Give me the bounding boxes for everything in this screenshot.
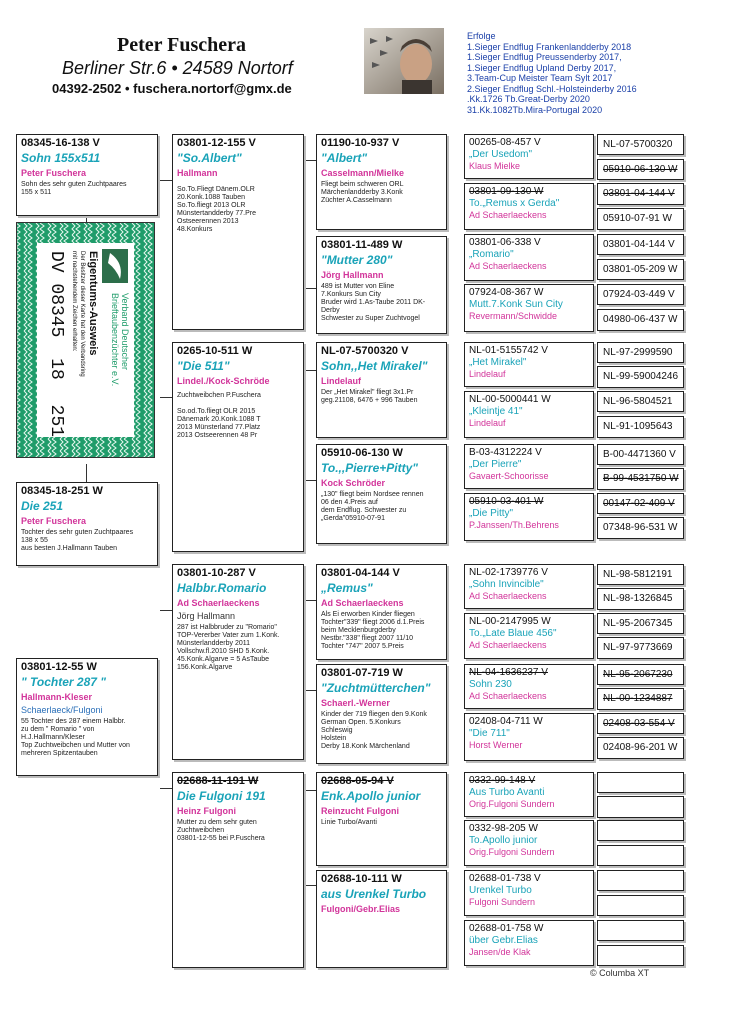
card-text: mit nachstehendem Zeichen erhalten: [71,251,77,352]
pedigree-small-card[interactable] [464,664,594,709]
ring-number: 03801-04-144 V [321,567,400,579]
pedigree-small-card[interactable] [464,342,594,387]
ancestor-ring[interactable]: NL-96-5804521 [597,391,684,412]
ring-number: 03801-06-338 V [469,237,541,248]
breeder-name: Orig.Fulgoni Sundern [469,799,555,809]
breeder-name: Schaerl.-Werner [321,698,390,708]
ring-number: 05910-06-130 W [321,447,403,459]
ancestor-ring-empty[interactable] [597,820,684,841]
card-text: Der Besitzer dieser Karte hat den Verbandsring [79,251,85,377]
ancestor-ring[interactable]: 05910-07-91 W [597,208,684,230]
ring-number: 00265-08-457 V [469,137,541,148]
pigeon-name: "Zuchtmütterchen" [321,681,431,695]
ancestor-ring[interactable]: 05910-06-130 W [597,159,684,180]
owner-name: Peter Fuschera [117,34,247,56]
ring-number: 03801-09-130 W [469,186,544,197]
pigeon-name: Die 251 [21,499,64,513]
pigeon-name: To.Apollo junior [469,835,538,846]
ancestor-ring[interactable]: NL-98-5812191 [597,564,684,585]
pigeon-description [317,914,446,917]
pedigree-card[interactable] [316,564,447,660]
ring-number: NL-07-5700320 V [321,345,409,357]
achievement-item: .Kk.1726 Tb.Great-Derby 2020 [467,94,590,104]
breeder-name: Lindelauf [321,376,361,386]
ancestor-ring[interactable]: NL-95-2067345 [597,613,684,634]
pigeon-description: 489 ist Mutter von Eline 7.Konkurs Sun City Bruder wird 1.As-Taube 2011 DK- Derby Schwester zu Super Zuchtvogel [321,283,426,322]
ancestor-ring[interactable]: NL-97-2999590 [597,342,684,363]
pigeon-name: Sohn 155x511 [21,151,101,165]
breeder-name: Jörg Hallmann [321,270,384,280]
ring-number: NL-04-1636237 V [469,667,548,678]
achievements-title: Erfolge [467,31,496,41]
pedigree-card[interactable] [172,342,304,552]
pigeon-description: 55 Tochter des 287 einem Halbbr. zu dem " Romario " von H.J.Hallmann/Kleser Top Zuchtweibchen und Mutter von mehreren Spitzentauben [21,718,130,757]
ancestor-ring[interactable]: 00147-02-409 V [597,493,684,514]
ancestor-ring[interactable]: NL-91-1095643 [597,416,684,438]
card-ring [46,251,66,437]
breeder-name: Ad Schaerlaeckens [469,691,547,701]
ancestor-ring-empty[interactable] [597,845,684,866]
breeder-name: Klaus Mielke [469,161,521,171]
pigeon-name: To.,,Pierre+Pitty" [321,461,418,475]
pedigree-card-father[interactable] [16,134,158,216]
pedigree-small-card[interactable] [464,234,594,281]
pedigree-card[interactable] [172,564,304,760]
pedigree-card[interactable] [316,664,447,764]
pedigree-small-card[interactable] [464,134,594,179]
ancestor-ring-empty[interactable] [597,920,684,941]
copyright: © Columba XT [590,968,650,978]
ancestor-ring-empty[interactable] [597,895,684,916]
card-pattern [17,223,154,457]
ancestor-ring[interactable]: 03801-04-144 V [597,183,684,205]
breeder-name: Hallmann-Kleser [21,692,93,702]
connector-line [304,600,316,601]
pedigree-card[interactable] [172,772,304,968]
achievement-item: 31.Kk.1082Tb.Mira-Portugal 2020 [467,104,603,115]
card-org-line2: Brieftaubenzüchter e.V. [110,293,120,387]
ring-number: 08345-16-138 V [21,137,100,149]
pigeon-name: "Die 511" [177,359,230,373]
breeder-name: Gavaert-Schoorisse [469,471,549,481]
pigeon-description: 287 ist Halbbruder zu "Romario" TOP-Vererber Vater zum 1.Konk. Münsterlandderby 2011 Vollschw.fl.2010 SHD 5.Konk. 45.Konk.Algarve = 5 AsTaube 156.Konk.Algarve [177,624,280,671]
pedigree-small-card[interactable] [464,564,594,609]
connector-line [160,788,172,789]
ancestor-ring[interactable]: NL-99-59004246 [597,366,684,388]
pigeon-name: „Sohn Invincible" [469,579,544,590]
card-ring-year: 18 [46,358,66,380]
pigeon-name: aus Urenkel Turbo [321,887,427,901]
pedigree-small-card[interactable] [464,613,594,659]
breeder-name: Lindelauf [469,369,506,379]
pedigree-card-mother[interactable] [16,658,158,776]
ring-number: 03801-11-489 W [321,239,403,251]
breeder-name: Ad Schaerlaeckens [469,640,547,650]
ancestor-ring[interactable]: 02408-96-201 W [597,737,684,759]
ring-number: 0332-99-148 V [469,775,536,786]
pedigree-card[interactable] [316,134,447,230]
connector-line [304,370,316,371]
pigeon-name: „Romario" [469,249,514,260]
breeder-name: Ad Schaerlaeckens [469,210,547,220]
pigeon-name: "So.Albert" [177,151,242,165]
achievements-block [467,31,637,115]
pigeon-name: Mutt.7.Konk Sun City [469,299,563,310]
ancestor-ring-empty[interactable] [597,945,684,966]
breeder-name: Fulgoni Sundern [469,897,536,907]
ring-number: 0332-98-205 W [469,823,538,834]
pedigree-card[interactable] [316,236,447,334]
pigeon-name: To.„Late Blaue 456" [469,628,557,639]
pedigree-small-card[interactable] [464,493,594,541]
achievement-item: 2.Sieger Endflug Schl.-Holsteinderby 2016 [467,83,637,94]
pedigree-small-card[interactable] [464,284,594,332]
pigeon-description: „130" fliegt beim Nordsee rennen 06 den 4.Preis auf dem Endflug. Schwester zu „Gerda"05910-07-91 [321,491,424,522]
pigeon-name: Enk.Apollo junior [321,789,421,803]
pigeon-name: "Mutter 280" [321,253,393,267]
ancestor-ring[interactable]: 04980-06-437 W [597,309,684,331]
ring-number: 07924-08-367 W [469,287,544,298]
connector-line [160,610,172,611]
pedigree-small-card[interactable] [464,183,594,230]
connector-line [304,790,316,791]
pigeon-name: Die Fulgoni 191 [177,789,266,803]
pedigree-small-card[interactable] [464,920,594,966]
ring-number: 03801-07-719 W [321,667,403,679]
ancestor-ring[interactable]: NL-00-1234887 [597,688,684,710]
breeder-name: Casselmann/Mielke [321,168,405,178]
pigeon-name: „Der Pierre" [469,459,522,470]
breeder-name: Ad Schaerlaeckens [469,261,547,271]
pigeon-description: Der „Het Mirakel" fliegt 3x1.Pr geg.21108, 6476 + 996 Tauben [321,389,418,404]
breeder-name: Peter Fuschera [21,516,87,526]
owner-photo [364,28,444,94]
ring-number: 02688-11-191 W [177,775,259,787]
ring-number: 02688-05-94 V [321,775,394,787]
owner-address: Berliner Str.6 • 24589 Nortorf [62,58,293,78]
ring-number: 02688-10-111 W [321,873,402,885]
pigeon-name: Aus Turbo Avanti [469,787,545,798]
breeder-name: Hallmann [177,168,218,178]
pigeon-name: „Het Mirakel" [469,357,527,368]
ancestor-ring[interactable]: 07924-03-449 V [597,284,684,305]
pedigree-card[interactable] [316,342,447,438]
connector-line [160,180,172,181]
pigeon-name: über Gebr.Elias [469,935,538,946]
ring-number: 02688-01-758 W [469,923,544,934]
pigeon-name: Urenkel Turbo [469,885,532,896]
breeder-name: Horst Werner [469,740,523,750]
owner-name: Schaerlaeck/Fulgoni [21,705,103,715]
connector-line [86,464,87,482]
pigeon-description: Tochter des sehr guten Zuchtpaares 138 x 55 aus besten J.Hallmann Tauben [21,529,134,552]
pigeon-description: So.To.Fliegt Dänem.OLR 20.Konk.1088 Tauben So.To.fliegt 2013 OLR Münstertandderby 77.Pre Ostseerennen 2013 48.Konkurs [177,186,256,233]
ring-number: 02408-04-711 W [469,716,543,727]
pigeon-description: Kinder der 719 fliegen den 9.Konk German Open. 5.Konkurs Schleswig Holstein Derby 18.Konk Märchenland [321,711,427,750]
owner-contact: 04392-2502 • fuschera.nortorf@gmx.de [52,81,292,96]
breeder-name: Jansen/de Klak [469,947,531,957]
ring-number: NL-00-2147995 W [469,616,551,627]
ring-number: NL-01-5155742 V [469,345,548,356]
ring-number: B-03-4312224 V [469,447,542,458]
ancestor-ring[interactable]: 03801-05-209 W [597,259,684,280]
breeder-name: Fulgoni/Gebr.Elias [321,904,401,914]
ownership-card [16,222,155,458]
pigeon-name: " Tochter 287 " [21,675,106,689]
pedigree-small-card[interactable] [464,444,594,489]
breeder-name: Reinzucht Fulgoni [321,806,399,816]
pigeon-name: „Kleintje 41" [469,406,523,417]
pigeon-description: Linie Turbo/Avanti [321,819,377,826]
ancestor-ring[interactable]: NL-98-1326845 [597,588,684,610]
card-title: Eigentums-Ausweis [87,251,99,356]
achievement-item: 3.Team-Cup Meister Team Sylt 2017 [467,73,613,83]
ancestor-ring[interactable]: NL-97-9773669 [597,637,684,659]
ring-number: 01190-10-937 V [321,137,400,149]
breeder-name: Lindel./Kock-Schröde [177,376,270,386]
pedigree-card-subject[interactable] [16,482,158,566]
pedigree-small-card[interactable] [464,713,594,761]
pigeon-description: Als Ei erworben Kinder fliegen Tochter"339" fliegt 2006 d.1.Preis beim Mecklenburgderby Nestbr."338" fliegt 2007 11/10 Tochter "747" 2007 5.Preis [321,611,425,650]
ancestor-ring[interactable]: 03801-04-144 V [597,234,684,255]
pigeon-name: To.„Remus x Gerda" [469,198,560,209]
ancestor-ring[interactable]: B-00-4471360 V [597,444,684,465]
pedigree-small-card[interactable] [464,772,594,817]
pigeon-description: Fliegt beim schweren ORL Märchenlandderby 3.Konk Züchter A.Casselmann [321,181,404,204]
ancestor-ring-empty[interactable] [597,796,684,818]
pedigree-card[interactable] [316,444,447,544]
connector-line [304,288,316,289]
pedigree-card[interactable] [172,134,304,330]
pigeon-name: "Albert" [321,151,368,165]
pigeon-name: Sohn,,Het Mirakel" [321,359,428,373]
ancestor-ring[interactable]: 02408-03-554 V [597,713,684,734]
ring-number: NL-02-1739776 V [469,567,548,578]
ancestor-ring[interactable]: 07348-96-531 W [597,517,684,539]
pedigree-card[interactable] [316,870,447,968]
breeder-name: Peter Fuschera [21,168,87,178]
ring-number: 03801-10-287 V [177,567,256,579]
achievement-item: 1.Sieger Endflug Preussenderby 2017, [467,52,622,62]
pedigree-small-card[interactable] [464,820,594,866]
ancestor-ring[interactable]: NL-07-5700320 [597,134,684,155]
breeder-name: Kock Schröder [321,478,386,488]
connector-line [304,690,316,691]
pedigree-card[interactable] [316,772,447,866]
breeder-name: Heinz Fulgoni [177,806,236,816]
card-ring-prefix: DV 08345 [46,251,66,338]
connector-line [304,160,316,161]
ancestor-ring-empty[interactable] [597,772,684,793]
breeder-name: Ad Schaerlaeckens [469,591,547,601]
pigeon-description: Mutter zu dem sehr guten Zuchtweibchen 03801-12-55 bei P.Fuschera [177,819,265,842]
connector-line [160,397,172,398]
owner-name: Jörg Hallmann [177,611,236,621]
ring-number: NL-00-5000441 W [469,394,551,405]
pigeon-name: Halbbr.Romario [177,581,267,595]
pedigree-small-card[interactable] [464,870,594,916]
card-ring-no: 251 [46,404,66,438]
ring-number: 0265-10-511 W [177,345,253,357]
connector-line [304,885,316,886]
achievement-item: 1.Sieger Endflug Frankenlandderby 2018 [467,41,632,52]
achievement-item: 1.Sieger Endflug Upland Derby 2017, [467,62,617,73]
pigeon-name: „Die Pitty" [469,508,514,519]
ring-number: 05910-03-401 W [469,496,544,507]
ring-number: 03801-12-155 V [177,137,256,149]
pigeon-name: "Die 711" [469,728,510,739]
pigeon-description: Zuchtweibchen P.Fuschera So.od.To.fliegt OLR 2015 Dänemark 20.Konk.1088 T 2013 Münsterland 77.Platz 2013 Ostseerennen 48 Pr [177,392,261,439]
ancestor-ring-empty[interactable] [597,870,684,891]
ring-number: 08345-18-251 W [21,485,103,497]
connector-line [304,480,316,481]
breeder-name: Lindelauf [469,418,506,428]
pigeon-name: „Der Usedom" [469,149,533,160]
breeder-name: Ad Schaerlaeckens [321,598,404,608]
breeder-name: Orig.Fulgoni Sundern [469,847,555,857]
breeder-name: P.Janssen/Th.Behrens [469,520,559,530]
breeder-name: Ad Schaerlaeckens [177,598,260,608]
ring-number: 03801-12-55 W [21,661,97,673]
pigeon-description: Sohn des sehr guten Zuchtpaares 155 x 511 [21,181,127,196]
pedigree-small-card[interactable] [464,391,594,438]
pigeon-name: „Remus" [321,581,373,595]
ancestor-ring[interactable]: B-99-4531750 W [597,468,684,490]
ring-number: 02688-01-738 V [469,873,541,884]
ancestor-ring[interactable]: NL-95-2067230 [597,664,684,685]
pigeon-name: Sohn 230 [469,679,512,690]
card-org-line1: Verband Deutscher [120,293,130,371]
breeder-name: Revermann/Schwidde [469,311,558,321]
